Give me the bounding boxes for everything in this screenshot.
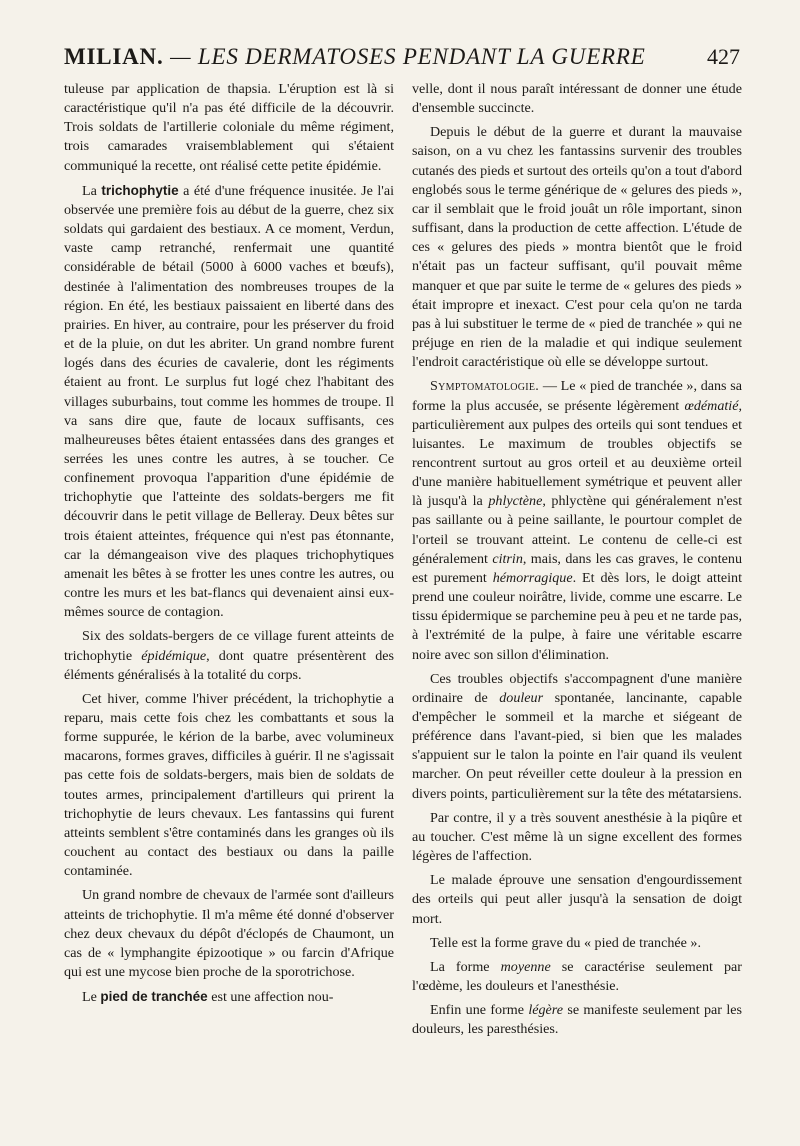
paragraph [64,80,394,176]
paragraph-text: Ces troubles objectifs s'accompagnent d'une manière ordinaire de [412,670,742,706]
paragraph-trichophytie [64,181,394,623]
paragraph-text: a été d'une fréquence inusitée. Je l'ai observée une première fois au début de la guerre, chez six soldats qui gardaient des bestiaux. A ce moment, Verdun, vaste camp retranché, renfermait une quantité considérable de bétail (5000 à 6000 vaches et bœufs), destinée à l'alimentation des nombreuses troupes de la région. En été, les bestiaux paissaient en liberté dans des prairies. En hiver, au contraire, pour les préserver du froid et de la pluie, on dut les abriter. Un grand nombre furent logés dans des écuries de cavalerie, dont les régiments étaient au front. Le surplus fut logé chez l'habitant des villages suburbains, tout comme les hommes de troupe. Il va sans dire que, faute de locaux suffisants, ces malheureuses bêtes étaient entassées dans des granges et serrées les unes contre les autres, à se toucher. Ce confinement provoqua l'apparition d'une épidémie de trichophytie que l'atteinte des soldats-bergers me fit découvrir dans le petit village de Belleray. Deux bêtes sur trois étaient atteintes, fréquence qui n'est pas étonnante, car la démangeaison vive des plaques trichophytiques amenait les bêtes à se frotter les unes contre les autres, ou contre les murs et les bat-flancs qui devenaient ainsi eux-mêmes source de contagion. [64,182,395,621]
emphasis: épidémique [141,647,207,664]
page-number: 427 [707,44,740,69]
paragraph-text: Le malade éprouve une sensation d'engourdissement des orteils qui peut aller jusqu'à la sensation de doigt mort. [412,872,742,927]
paragraph-text: , mais, dans les cas graves, le contenu est purement [412,550,742,586]
paragraph-text: La [82,182,102,199]
paragraph-text: Un grand nombre de chevaux de l'armée sont d'ailleurs atteints de trichophytie. Il m'a même été donné d'observer chez deux chevaux du dépôt d'éclopés de Chaumont, un cas de « lymphangite épizootique » ou farcin d'Afrique qui est une mycose bien proche de la sporotrichose. [64,887,394,981]
running-head-author: MILIAN. [64,44,164,69]
term-pied-de-tranchee: pied de tranchée [100,989,208,1005]
paragraph-text: spontanée, lancinante, capable d'empêcher le sommeil et la marche et siégeant de préférence dans l'avant-pied, si bien que les malades s'appuient sur le talon la pointe en l'air quand ils veulent marcher. On peut réveiller cette douleur à la pression en divers points, particulièrement sur la tête des métatarsiens. [412,689,742,802]
paragraph-pied-de-tranchee [64,987,394,1007]
paragraph [412,809,742,866]
paragraph-text: Par contre, il y a très souvent anesthésie à la piqûre et au toucher. C'est même là un signe excellent des formes légères de l'affection. [412,809,742,865]
paragraph [412,958,742,996]
emphasis: citrin [492,550,523,567]
emphasis: œdématié [684,397,739,414]
paragraph-text: Six des soldats-bergers de ce village furent atteints de trichophytie [64,628,394,664]
paragraph [412,871,742,928]
emphasis: légère [528,1002,564,1019]
paragraph-symptomatologie [412,377,742,664]
paragraph-text: velle, dont il nous paraît intéressant de donner une étude d'ensemble succincte. [412,81,742,117]
paragraph-text: . Et dès lors, le doigt atteint prend une couleur noirâtre, livide, comme une escarre. Le tissu épidermique se parchemine peu à peu et ne tarde pas, à l'extrémité de la pulpe, à faire une véritable escarre noire avec son sillon d'élimination. [412,569,742,663]
running-head-title: LES DERMATOSES PENDANT LA GUERRE [197,44,646,69]
term-trichophytie: trichophytie [101,182,179,198]
paragraph-text: Le [82,989,101,1006]
right-column [412,80,742,1045]
paragraph-text: , dont quatre présentèrent des éléments généralisés à la totalité du corps. [64,647,394,683]
paragraph-text: est une affection nou- [207,989,334,1006]
paragraph [64,690,394,882]
emphasis: hémorragique [492,569,573,586]
paragraph [412,934,742,953]
left-column [64,80,394,1012]
emphasis: douleur [499,689,544,706]
paragraph-text: , phlyctène qui généralement n'est pas saillante ou à peine saillante, le pourtour complet de l'orteil se trouvant atteint. Le contenu de celle-ci est généralement [412,493,743,567]
emphasis: phlyctène [488,493,543,510]
page-header [64,44,740,78]
paragraph [412,80,742,118]
paragraph [412,123,742,372]
paragraph-text: se caractérise seulement par l'œdème, les douleurs et l'anesthésie. [412,958,742,995]
paragraph [64,627,394,684]
running-head [64,44,646,70]
paragraph [412,670,742,804]
paragraph [64,886,394,982]
paragraph-text: tuleuse par application de thapsia. L'éruption est là si caractéristique qu'il n'a pas été difficile de la découvrir. Trois soldats de l'artillerie coloniale du même régiment, trois camarades vraisemblablement qui s'étaient communiqué la recette, ont réalisé cette petite épidémie. [64,81,394,174]
paragraph-text: La forme [430,958,501,975]
section-heading-symptomatologie: Symptomatologie. [430,378,540,395]
paragraph-text: Cet hiver, comme l'hiver précédent, la trichophytie a reparu, mais cette fois chez les combattants et sous la forme suppurée, le kérion de la barbe, avec volumineux macarons, formes graves, difficiles à guérir. Il ne s'agissait pas cette fois de soldats-bergers, mais bien de soldats de toutes armes, principalement d'artilleurs qui prirent la trichophytie de leurs chevaux. Les fantassins qui furent atteints semblent s'être contaminés dans les granges où ils couchent au contact des bestiaux ou dans la paille contaminée. [64,690,394,880]
emphasis: moyenne [500,958,551,975]
paragraph [412,1001,742,1039]
paragraph-text: , particulièrement aux pulpes des orteils qui sont tendues et luisantes. Le maximum de troubles objectifs se rencontrent surtout au gros orteil et au deuxième orteil d'une manière habituellement symétrique et peuvent aller là jusqu'à la [412,397,742,510]
paragraph-text: — Le « pied de tranchée », dans sa forme la plus accusée, se présente légèrement [412,378,742,414]
paragraph-text: Telle est la forme grave du « pied de tranchée ». [430,934,701,951]
paragraph-text: se manifeste seulement par les douleurs, les paresthésies. [412,1002,742,1038]
paragraph-text: Enfin une forme [430,1002,529,1019]
running-head-separator: — [163,44,198,69]
paragraph-text: Depuis le début de la guerre et durant la mauvaise saison, on a vu chez les fantassins survenir des troubles cutanés des pieds et surtout des orteils qu'on a tout d'abord englobés sous le terme générique de « gelures des pieds », car il semblait que le froid jouât un rôle important, sinon suffisant, dans la production de cette affection. L'étude de ces « gelures des pieds » montra bientôt que le froid n'était pas un facteur suffisant, qu'il pouvait même manquer et que par suite le terme de « gelures des pieds » était impropre et inexact. C'est pour cela qu'on ne tarda pas à lui substituer le terme de « pied de tranchée » qui ne préjuge en rien de la maladie et qui indique seulement l'endroit caractéristique où elle se développe surtout. [412,124,742,371]
